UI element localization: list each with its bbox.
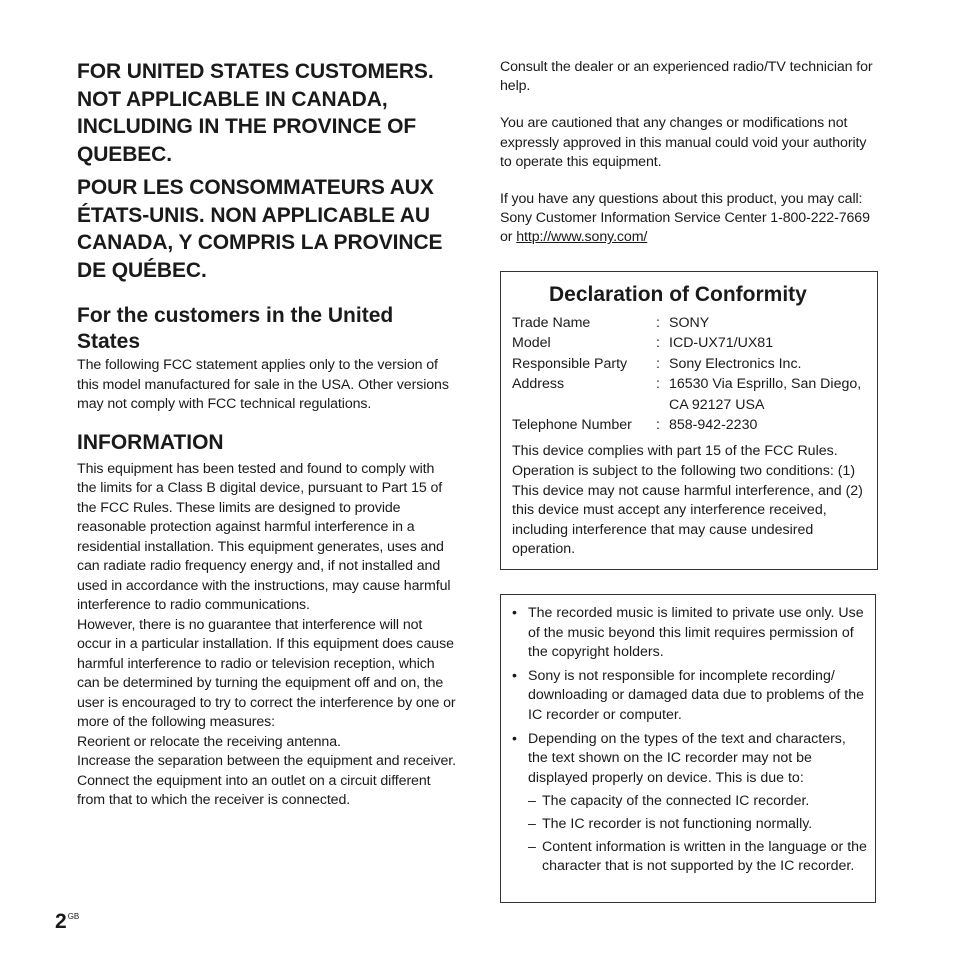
dash-icon: – bbox=[528, 793, 536, 810]
right-column bbox=[500, 58, 880, 266]
modifications-caution-text: You are cautioned that any changes or modifications not expressly approved in this manual could void your authority to operate this equipment. bbox=[500, 115, 867, 170]
declaration-row-telephone bbox=[512, 415, 867, 435]
dash-icon: – bbox=[528, 838, 536, 855]
declaration-row-trade-name bbox=[512, 313, 867, 333]
us-customers-warning: FOR UNITED STATES CUSTOMERS. NOT APPLICABLE IN CANADA, INCLUDING IN THE PROVINCE OF QUEBEC. bbox=[77, 60, 434, 166]
page-number-value: 2 bbox=[55, 910, 67, 933]
fcc-compliance-statement: This device complies with part 15 of the FCC Rules. Operation is subject to the following two conditions: (1) This device may not cause harmful interference, and (2) this device must accept any interference received, including interference that may cause undesired operation. bbox=[512, 443, 863, 558]
declaration-value: Sony Electronics Inc. bbox=[669, 355, 802, 372]
declaration-row-model bbox=[512, 333, 867, 353]
declaration-key: Model bbox=[512, 335, 551, 352]
declaration-key: Responsible Party bbox=[512, 355, 628, 372]
dash-icon: – bbox=[528, 815, 536, 832]
declaration-of-conformity-box bbox=[500, 271, 878, 570]
fcc-applicability-text: The following FCC statement applies only to the version of this model manufactured for sale in the USA. Other versions may not comply with FCC technical regulations. bbox=[77, 357, 449, 412]
declaration-row-responsible-party bbox=[512, 354, 867, 374]
declaration-separator: : bbox=[656, 335, 660, 352]
declaration-row-address bbox=[512, 374, 867, 415]
declaration-separator: : bbox=[656, 355, 660, 372]
sub-note-text: The capacity of the connected IC recorder. bbox=[542, 793, 810, 810]
sub-note-text: Content information is written in the language or the character that is not supported by the IC recorder. bbox=[542, 838, 867, 875]
information-measure: Reorient or relocate the receiving antenna. bbox=[77, 733, 341, 750]
note-item bbox=[512, 604, 867, 663]
note-text: Sony is not responsible for incomplete recording/ downloading or damaged data due to problems of the IC recorder or computer. bbox=[528, 667, 865, 723]
declaration-key: Address bbox=[512, 376, 565, 393]
declaration-key: Trade Name bbox=[512, 315, 591, 331]
information-measure: Increase the separation between the equipment and receiver. bbox=[77, 753, 456, 769]
note-item bbox=[512, 730, 867, 789]
note-item bbox=[512, 667, 867, 726]
note-text: Depending on the types of the text and characters, the text shown on the IC recorder may not be displayed properly on device. This is due to: bbox=[528, 730, 846, 786]
declaration-value: 858-942-2230 bbox=[669, 417, 758, 434]
declaration-value: SONY bbox=[669, 315, 710, 331]
bullet-icon: • bbox=[512, 605, 517, 621]
customers-heading: For the customers in the United States bbox=[77, 304, 394, 353]
information-paragraph: This equipment has been tested and found to comply with the limits for a Class B digital device, pursuant to Part 15 of the FCC Rules. These limits are designed to provide reasonable protection against harmful interference in a residential installation. This equipment generates, uses and can radiate radio frequency energy and, if not installed and used in accordance with the instructions, may cause harmful interference to radio communications. bbox=[77, 460, 451, 613]
declaration-key: Telephone Number bbox=[512, 417, 632, 434]
page-language-code: GB bbox=[67, 912, 80, 921]
bullet-icon: • bbox=[512, 667, 517, 684]
sub-note-item bbox=[528, 815, 867, 835]
consult-dealer-text: Consult the dealer or an experienced radio/TV technician for help. bbox=[500, 59, 873, 95]
page-number bbox=[55, 910, 79, 934]
bullet-icon: • bbox=[512, 730, 517, 747]
note-text: The recorded music is limited to private use only. Use of the music beyond this limit requires permission of the copyright holders. bbox=[528, 605, 864, 661]
sub-note-item bbox=[528, 792, 867, 812]
declaration-value: ICD-UX71/UX81 bbox=[669, 335, 774, 352]
declaration-title: Declaration of Conformity bbox=[549, 283, 807, 306]
contact-text bbox=[500, 190, 880, 248]
declaration-separator: : bbox=[656, 376, 660, 393]
sony-website-link[interactable]: http://www.sony.com/ bbox=[516, 229, 648, 246]
sub-note-item bbox=[528, 838, 867, 877]
left-column bbox=[77, 58, 457, 811]
declaration-separator: : bbox=[656, 315, 660, 331]
sub-note-text: The IC recorder is not functioning normally. bbox=[542, 815, 813, 832]
information-paragraph: However, there is no guarantee that interference will not occur in a particular installation. If this equipment does cause harmful interference to radio or television reception, which can be determined by turning the equipment off and on, the user is encouraged to try to correct the interference by one or more of the following measures: bbox=[77, 616, 456, 730]
us-customers-warning-french: POUR LES CONSOMMATEURS AUX ÉTATS-UNIS. NON APPLICABLE AU CANADA, Y COMPRIS LA PROVINCE DE QUÉBEC. bbox=[77, 176, 443, 282]
declaration-value: 16530 Via Esprillo, San Diego, CA 92127 USA bbox=[669, 376, 862, 413]
declaration-separator: : bbox=[656, 417, 660, 434]
notes-box bbox=[500, 594, 876, 903]
information-heading: INFORMATION bbox=[77, 430, 224, 454]
contact-text-body: If you have any questions about this product, you may call: Sony Customer Information Service Center 1-800-222-7669 or bbox=[500, 191, 870, 246]
information-measure: Connect the equipment into an outlet on a circuit different from that to which the receiver is connected. bbox=[77, 772, 431, 808]
